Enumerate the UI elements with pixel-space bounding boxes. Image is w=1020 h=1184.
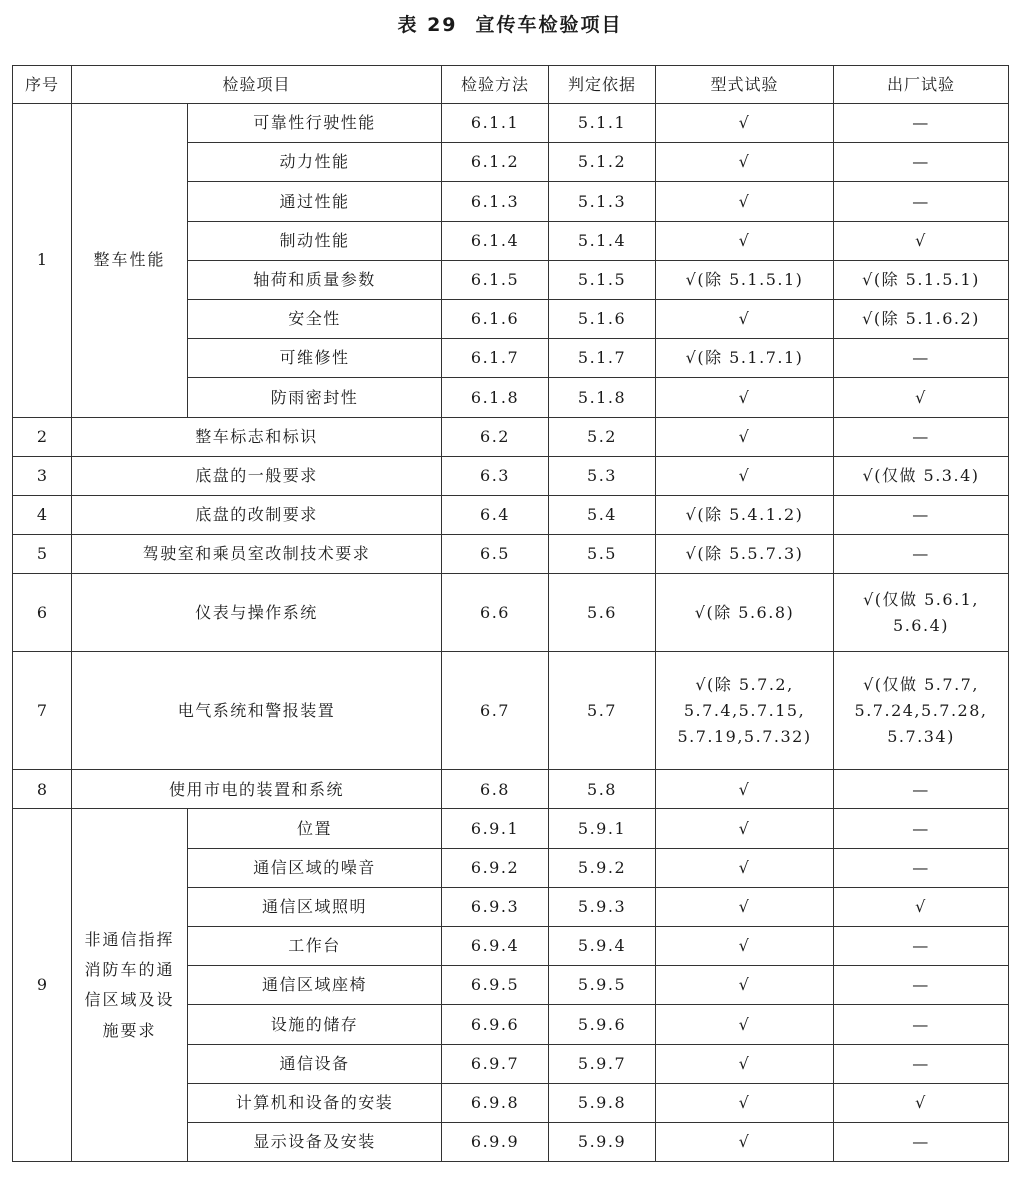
- basis-cell: 5.5: [549, 535, 656, 574]
- type-test-cell: √(除 5.5.7.3): [656, 535, 834, 574]
- method-cell: 6.1.5: [442, 260, 549, 299]
- basis-cell: 5.1.3: [549, 182, 656, 221]
- table-number: 表 29: [397, 14, 458, 36]
- basis-cell: 5.2: [549, 417, 656, 456]
- method-cell: 6.1.7: [442, 339, 549, 378]
- seq-cell: 7: [13, 652, 72, 770]
- table-row: [13, 495, 1009, 534]
- header-method: 检验方法: [442, 66, 549, 104]
- type-test-cell: √: [656, 221, 834, 260]
- type-test-cell: √: [656, 966, 834, 1005]
- factory-test-cell: —: [834, 809, 1009, 848]
- type-test-cell: √(除 5.6.8): [656, 574, 834, 652]
- basis-cell: 5.1.5: [549, 260, 656, 299]
- basis-cell: 5.9.6: [549, 1005, 656, 1044]
- item-cell: 可维修性: [188, 339, 442, 378]
- method-cell: 6.7: [442, 652, 549, 770]
- type-test-cell: √: [656, 1005, 834, 1044]
- method-cell: 6.6: [442, 574, 549, 652]
- group-name-cell: 非通信指挥 消防车的通 信区域及设 施要求: [72, 809, 188, 1162]
- type-test-cell: √: [656, 299, 834, 338]
- group-name-cell: 整车性能: [72, 104, 188, 418]
- method-cell: 6.3: [442, 456, 549, 495]
- type-test-cell: √: [656, 417, 834, 456]
- header-item: 检验项目: [72, 66, 442, 104]
- basis-cell: 5.9.4: [549, 927, 656, 966]
- seq-cell: 6: [13, 574, 72, 652]
- method-cell: 6.9.9: [442, 1122, 549, 1161]
- basis-cell: 5.9.9: [549, 1122, 656, 1161]
- basis-cell: 5.1.8: [549, 378, 656, 417]
- method-cell: 6.9.3: [442, 887, 549, 926]
- header-basis: 判定依据: [549, 66, 656, 104]
- item-cell: 制动性能: [188, 221, 442, 260]
- factory-test-cell: —: [834, 848, 1009, 887]
- header-row: [13, 66, 1009, 104]
- factory-test-cell: —: [834, 770, 1009, 809]
- method-cell: 6.9.6: [442, 1005, 549, 1044]
- header-factory-test: 出厂试验: [834, 66, 1009, 104]
- item-cell: 通信区域座椅: [188, 966, 442, 1005]
- method-cell: 6.1.1: [442, 104, 549, 143]
- type-test-cell: √: [656, 770, 834, 809]
- basis-cell: 5.9.1: [549, 809, 656, 848]
- type-test-cell: √: [656, 927, 834, 966]
- factory-test-cell: —: [834, 927, 1009, 966]
- method-cell: 6.1.6: [442, 299, 549, 338]
- type-test-cell: √: [656, 848, 834, 887]
- type-test-cell: √: [656, 809, 834, 848]
- table-row: [13, 535, 1009, 574]
- factory-test-cell: —: [834, 1122, 1009, 1161]
- item-cell: 电气系统和警报装置: [72, 652, 442, 770]
- item-cell: 动力性能: [188, 143, 442, 182]
- method-cell: 6.8: [442, 770, 549, 809]
- method-cell: 6.9.1: [442, 809, 549, 848]
- method-cell: 6.1.2: [442, 143, 549, 182]
- table-row: [13, 809, 1009, 848]
- type-test-cell: √: [656, 1044, 834, 1083]
- factory-test-cell: —: [834, 339, 1009, 378]
- seq-cell: 8: [13, 770, 72, 809]
- type-test-cell: √(除 5.1.5.1): [656, 260, 834, 299]
- item-cell: 显示设备及安装: [188, 1122, 442, 1161]
- item-cell: 防雨密封性: [188, 378, 442, 417]
- method-cell: 6.9.7: [442, 1044, 549, 1083]
- type-test-cell: √: [656, 104, 834, 143]
- table-title: [0, 10, 1020, 37]
- type-test-cell: √: [656, 1122, 834, 1161]
- item-cell: 设施的储存: [188, 1005, 442, 1044]
- basis-cell: 5.1.4: [549, 221, 656, 260]
- factory-test-cell: √(仅做 5.7.7, 5.7.24,5.7.28, 5.7.34): [834, 652, 1009, 770]
- item-cell: 仪表与操作系统: [72, 574, 442, 652]
- type-test-cell: √(除 5.7.2, 5.7.4,5.7.15, 5.7.19,5.7.32): [656, 652, 834, 770]
- item-cell: 驾驶室和乘员室改制技术要求: [72, 535, 442, 574]
- method-cell: 6.4: [442, 495, 549, 534]
- basis-cell: 5.9.3: [549, 887, 656, 926]
- table-row: [13, 456, 1009, 495]
- method-cell: 6.1.3: [442, 182, 549, 221]
- basis-cell: 5.9.2: [549, 848, 656, 887]
- seq-cell: 9: [13, 809, 72, 1162]
- item-cell: 底盘的一般要求: [72, 456, 442, 495]
- inspection-table: [12, 65, 1009, 1162]
- seq-cell: 1: [13, 104, 72, 418]
- seq-cell: 5: [13, 535, 72, 574]
- method-cell: 6.1.8: [442, 378, 549, 417]
- method-cell: 6.9.5: [442, 966, 549, 1005]
- table-body: [13, 104, 1009, 1162]
- table-row: [13, 770, 1009, 809]
- table-caption: 宣传车检验项目: [475, 14, 623, 36]
- method-cell: 6.2: [442, 417, 549, 456]
- item-cell: 位置: [188, 809, 442, 848]
- basis-cell: 5.1.1: [549, 104, 656, 143]
- basis-cell: 5.1.6: [549, 299, 656, 338]
- item-cell: 工作台: [188, 927, 442, 966]
- factory-test-cell: —: [834, 1044, 1009, 1083]
- type-test-cell: √: [656, 182, 834, 221]
- type-test-cell: √(除 5.1.7.1): [656, 339, 834, 378]
- factory-test-cell: —: [834, 535, 1009, 574]
- basis-cell: 5.9.5: [549, 966, 656, 1005]
- factory-test-cell: √(仅做 5.3.4): [834, 456, 1009, 495]
- item-cell: 可靠性行驶性能: [188, 104, 442, 143]
- factory-test-cell: √: [834, 221, 1009, 260]
- seq-cell: 3: [13, 456, 72, 495]
- basis-cell: 5.1.7: [549, 339, 656, 378]
- basis-cell: 5.4: [549, 495, 656, 534]
- factory-test-cell: √(仅做 5.6.1, 5.6.4): [834, 574, 1009, 652]
- table-row: [13, 652, 1009, 770]
- basis-cell: 5.6: [549, 574, 656, 652]
- item-cell: 轴荷和质量参数: [188, 260, 442, 299]
- factory-test-cell: —: [834, 417, 1009, 456]
- method-cell: 6.9.8: [442, 1083, 549, 1122]
- factory-test-cell: —: [834, 143, 1009, 182]
- item-cell: 整车标志和标识: [72, 417, 442, 456]
- type-test-cell: √: [656, 887, 834, 926]
- seq-cell: 2: [13, 417, 72, 456]
- item-cell: 安全性: [188, 299, 442, 338]
- item-cell: 通信区域的噪音: [188, 848, 442, 887]
- table-row: [13, 104, 1009, 143]
- item-cell: 使用市电的装置和系统: [72, 770, 442, 809]
- type-test-cell: √: [656, 456, 834, 495]
- factory-test-cell: —: [834, 104, 1009, 143]
- item-cell: 计算机和设备的安装: [188, 1083, 442, 1122]
- type-test-cell: √(除 5.4.1.2): [656, 495, 834, 534]
- type-test-cell: √: [656, 378, 834, 417]
- factory-test-cell: —: [834, 966, 1009, 1005]
- type-test-cell: √: [656, 1083, 834, 1122]
- table-row: [13, 574, 1009, 652]
- item-cell: 通过性能: [188, 182, 442, 221]
- item-cell: 通信设备: [188, 1044, 442, 1083]
- header-seq: 序号: [13, 66, 72, 104]
- method-cell: 6.9.2: [442, 848, 549, 887]
- factory-test-cell: √(除 5.1.5.1): [834, 260, 1009, 299]
- item-cell: 底盘的改制要求: [72, 495, 442, 534]
- type-test-cell: √: [656, 143, 834, 182]
- factory-test-cell: √: [834, 1083, 1009, 1122]
- basis-cell: 5.9.8: [549, 1083, 656, 1122]
- factory-test-cell: —: [834, 1005, 1009, 1044]
- basis-cell: 5.8: [549, 770, 656, 809]
- item-cell: 通信区域照明: [188, 887, 442, 926]
- factory-test-cell: √(除 5.1.6.2): [834, 299, 1009, 338]
- basis-cell: 5.7: [549, 652, 656, 770]
- method-cell: 6.5: [442, 535, 549, 574]
- factory-test-cell: √: [834, 887, 1009, 926]
- basis-cell: 5.1.2: [549, 143, 656, 182]
- seq-cell: 4: [13, 495, 72, 534]
- factory-test-cell: —: [834, 182, 1009, 221]
- basis-cell: 5.3: [549, 456, 656, 495]
- method-cell: 6.1.4: [442, 221, 549, 260]
- factory-test-cell: —: [834, 495, 1009, 534]
- header-type-test: 型式试验: [656, 66, 834, 104]
- method-cell: 6.9.4: [442, 927, 549, 966]
- basis-cell: 5.9.7: [549, 1044, 656, 1083]
- factory-test-cell: √: [834, 378, 1009, 417]
- table-row: [13, 417, 1009, 456]
